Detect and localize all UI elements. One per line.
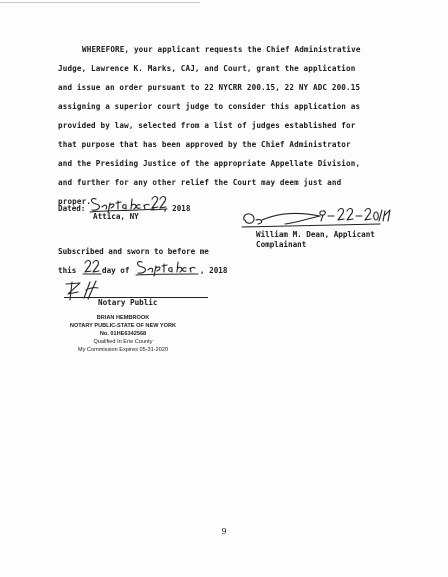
jurat-subscribed-line: Subscribed and sworn to before me bbox=[58, 247, 209, 256]
paragraph-line: and further for any other relief the Court may deem just and bbox=[58, 178, 342, 187]
applicant-name: William M. Dean, Applicant bbox=[256, 230, 375, 239]
notary-title: NOTARY PUBLIC-STATE OF NEW YORK bbox=[69, 323, 177, 329]
wherefore-paragraph bbox=[58, 40, 410, 211]
paragraph-line: provided by law, selected from a list of judges established for bbox=[58, 121, 356, 130]
jurat-handwritten-month-september bbox=[134, 256, 202, 278]
page-number: 9 bbox=[221, 527, 227, 536]
jurat-day-of: day of bbox=[102, 266, 130, 275]
notary-name: BRIAN HEMBROOK bbox=[96, 315, 150, 321]
paragraph-line: and the Presiding Justice of the appropriate Appellate Division, bbox=[58, 159, 361, 168]
paragraph-line: proper. bbox=[58, 197, 92, 206]
notary-expires: My Commission Expires 05-31-2020 bbox=[77, 347, 169, 353]
paragraph-line: Judge, Lawrence K. Marks, CAJ, and Court, grant the application bbox=[58, 64, 356, 73]
handwritten-signature-date bbox=[318, 206, 400, 224]
paragraph-line: and issue an order pursuant to 22 NYCRR 200.15, 22 NY ADC 200.15 bbox=[58, 83, 361, 92]
notary-public-label: Notary Public bbox=[98, 298, 158, 307]
paragraph-line: assigning a superior court judge to consider this application as bbox=[58, 102, 361, 111]
dated-label: Dated: bbox=[58, 204, 86, 213]
notary-qualified: Qualified In Erie County bbox=[93, 339, 153, 345]
dated-place: Attica, NY bbox=[93, 212, 139, 221]
jurat-this: this bbox=[58, 266, 77, 275]
applicant-role: Complainant bbox=[256, 240, 307, 249]
paragraph-line: that purpose that has been approved by the Chief Administrator bbox=[58, 140, 351, 149]
paragraph-line: WHEREFORE, your applicant requests the Chief Administrative bbox=[82, 45, 361, 54]
notary-number: No. 01HE6342568 bbox=[99, 331, 147, 337]
dated-year: , 2018 bbox=[163, 204, 191, 213]
scan-edge-line bbox=[0, 2, 200, 3]
jurat-year: , 2018 bbox=[200, 266, 228, 275]
notary-stamp bbox=[68, 314, 178, 354]
jurat-handwritten-day-22 bbox=[82, 257, 102, 277]
